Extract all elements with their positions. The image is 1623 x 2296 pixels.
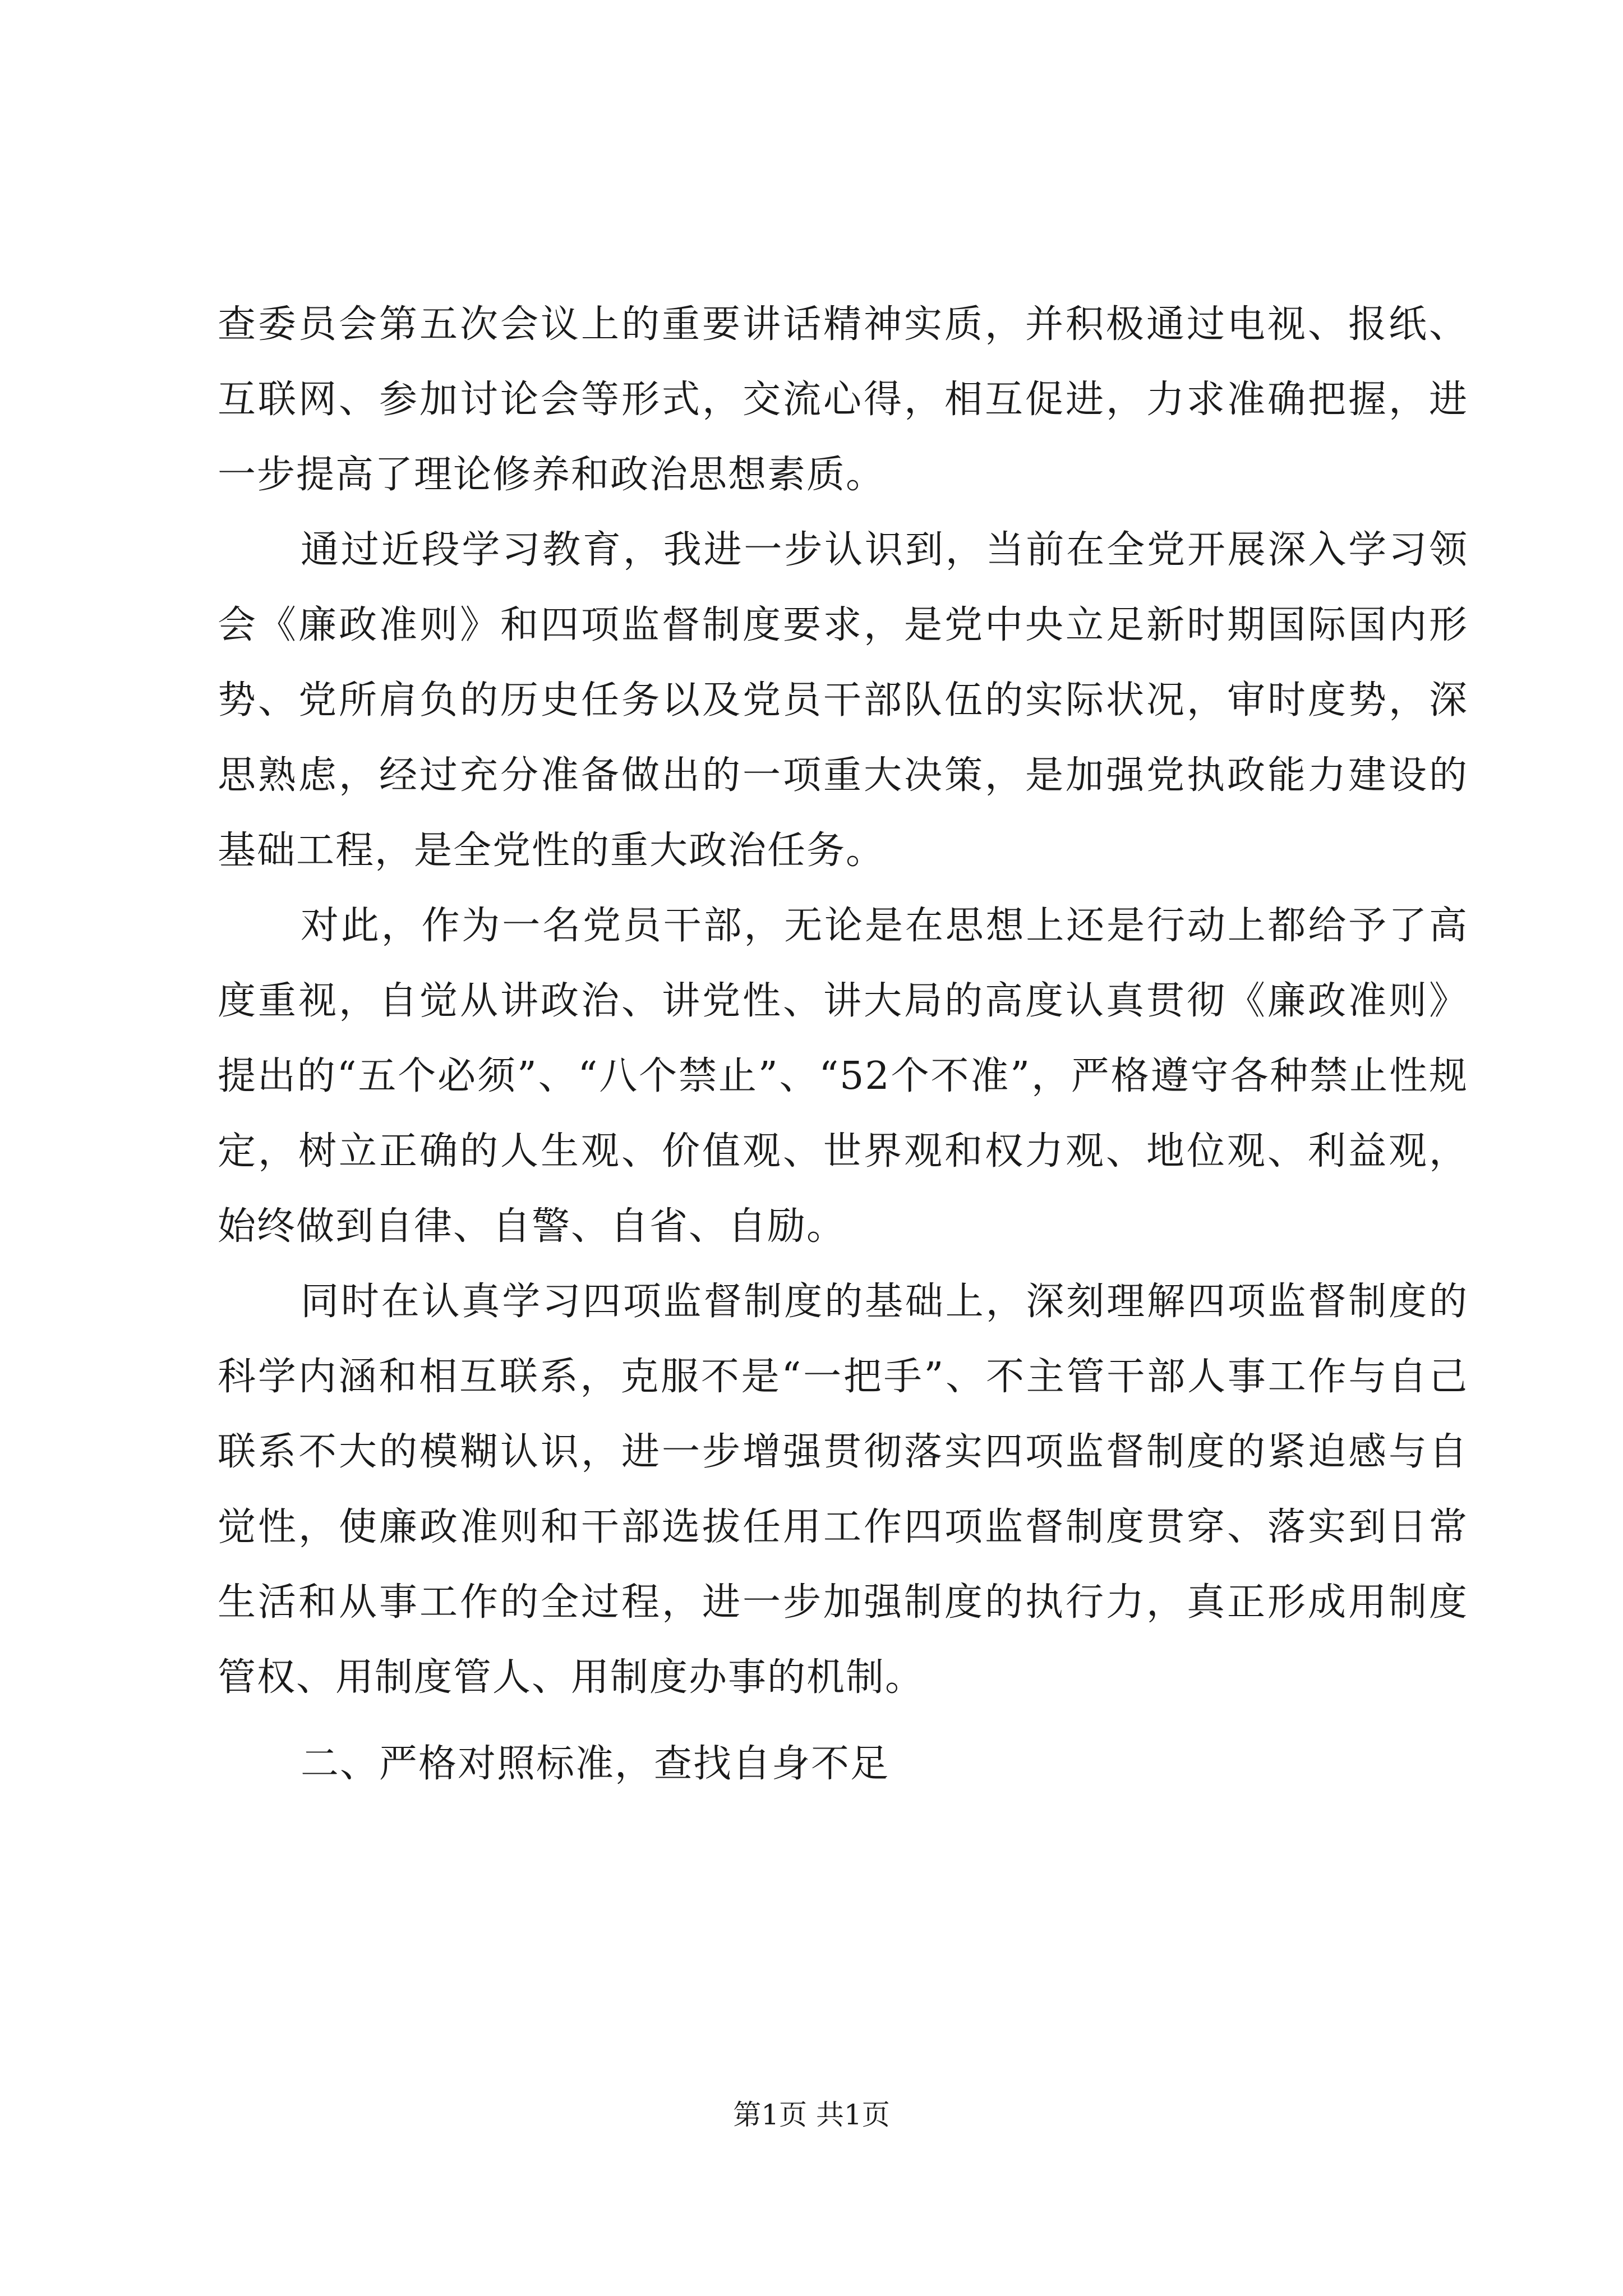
paragraph-continuation: 查委员会第五次会议上的重要讲话精神实质，并积极通过电视、报纸、互联网、参加讨论会等形式，交流心得，相互促进，力求准确把握，进一步提高了理论修养和政治思想素质。	[218, 302, 1468, 497]
page-footer: 第1页 共1页	[733, 2099, 890, 2131]
paragraph-supervision-system: 同时在认真学习四项监督制度的基础上，深刻理解四项监督制度的科学内涵和相互联系，克服不是“一把手”、不主管干部人事工作与自己联系不大的模糊认识，进一步增强贯彻落实四项监督制度的紧迫感与自觉性，使廉政准则和干部选拔任用工作四项监督制度贯穿、落实到日常生活和从事工作的全过程，进一步加强制度的执行力，真正形成用制度管权、用制度管人、用制度办事的机制。	[218, 1280, 1468, 1700]
paragraph-party-member-attitude: 对此，作为一名党员干部，无论是在思想上还是行动上都给予了高度重视，自觉从讲政治、讲党性、讲大局的高度认真贯彻《廉政准则》提出的“五个必须”、“八个禁止”、“52个不准”，严格遵守各种禁止性规定，树立正确的人生观、价值观、世界观和权力观、地位观、利益观，始终做到自律、自警、自省、自励。	[218, 904, 1468, 1249]
section-heading: 二、严格对照标准，查找自身不足	[301, 1742, 890, 1786]
document-body	[218, 287, 1468, 1802]
paragraph-study-understanding: 通过近段学习教育，我进一步认识到，当前在全党开展深入学习领会《廉政准则》和四项监督制度要求，是党中央立足新时期国际国内形势、党所肩负的历史任务以及党员干部队伍的实际状况，审时度势，深思熟虑，经过充分准备做出的一项重大决策，是加强党执政能力建设的基础工程，是全党性的重大政治任务。	[218, 528, 1468, 873]
